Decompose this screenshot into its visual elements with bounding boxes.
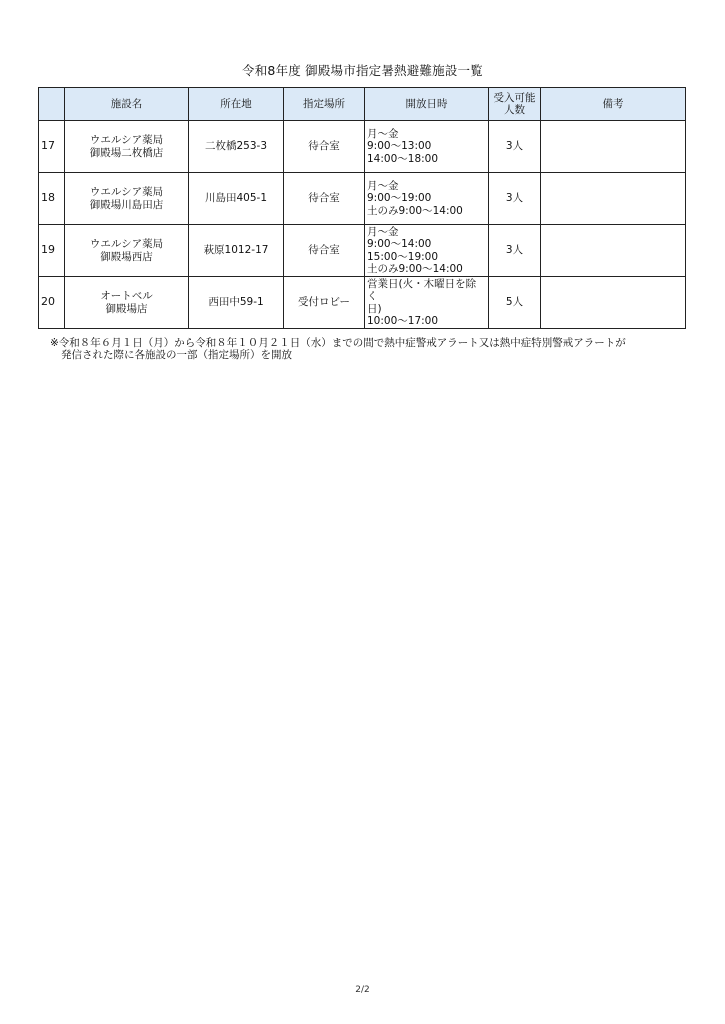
table-row [39, 225, 686, 277]
table-row [39, 121, 686, 173]
footnote-line: 発信された際に各施設の一部（指定場所）を開放 [61, 349, 292, 361]
hours-line: 土のみ9:00～14:00 [367, 262, 463, 275]
capacity: 3人 [489, 121, 541, 173]
facility-name [65, 277, 189, 329]
header-facility-name: 施設名 [65, 88, 189, 121]
hours-line: 月～金 [367, 127, 399, 140]
header-no [39, 88, 65, 121]
facility-name-line: ウエルシア薬局 [89, 186, 164, 199]
opening-hours [365, 277, 489, 329]
facility-location: 萩原1012-17 [189, 225, 284, 277]
notes [541, 173, 686, 225]
notes [541, 225, 686, 277]
row-number: 17 [39, 121, 65, 173]
facility-name [65, 173, 189, 225]
capacity: 5人 [489, 277, 541, 329]
header-designated-place: 指定場所 [284, 88, 365, 121]
opening-hours [365, 173, 489, 225]
opening-hours [365, 121, 489, 173]
facility-name-line: 御殿場川島田店 [89, 198, 164, 211]
row-number: 20 [39, 277, 65, 329]
hours-line: 日) [367, 302, 382, 315]
header-capacity-line: 受入可能 [493, 91, 536, 104]
capacity: 3人 [489, 225, 541, 277]
facility-name-line: ウエルシア薬局 [89, 238, 164, 251]
header-capacity [489, 88, 541, 121]
designated-place: 待合室 [284, 173, 365, 225]
facility-name-line: ウエルシア薬局 [89, 134, 164, 147]
page-number: 2/2 [355, 985, 370, 995]
designated-place: 受付ロビー [284, 277, 365, 329]
facility-location: 川島田405-1 [189, 173, 284, 225]
facility-name-line: 御殿場二枚橋店 [89, 146, 164, 159]
opening-hours [365, 225, 489, 277]
facility-location: 二枚橋253-3 [189, 121, 284, 173]
table-row [39, 277, 686, 329]
hours-line: 9:00～13:00 [367, 140, 432, 153]
row-number: 18 [39, 173, 65, 225]
hours-line: 9:00～19:00 [367, 192, 432, 205]
hours-line: 10:00～17:00 [367, 314, 439, 327]
capacity: 3人 [489, 173, 541, 225]
hours-line: 14:00～18:00 [367, 152, 439, 165]
facility-name-line: 御殿場店 [105, 302, 148, 315]
designated-place: 待合室 [284, 225, 365, 277]
facility-location: 西田中59-1 [189, 277, 284, 329]
header-location: 所在地 [189, 88, 284, 121]
facility-name-line: 御殿場西店 [100, 250, 153, 263]
table-row [39, 173, 686, 225]
designated-place: 待合室 [284, 121, 365, 173]
header-capacity-line: 人数 [504, 104, 525, 116]
hours-line: 月～金 [367, 225, 399, 238]
hours-line: 15:00～19:00 [367, 250, 439, 263]
hours-line: 9:00～14:00 [367, 238, 432, 251]
notes [541, 121, 686, 173]
header-notes: 備考 [541, 88, 686, 121]
footnote-line: ※令和８年６月１日（月）から令和８年１０月２１日（水）までの間で熱中症警戒アラート又は熱中症特別警戒アラートが [50, 337, 626, 349]
header-opening-hours: 開放日時 [365, 88, 489, 121]
hours-line: 営業日(火・木曜日を除く [367, 277, 477, 303]
hours-line: 土のみ9:00～14:00 [367, 204, 463, 217]
table-header-row [39, 88, 686, 121]
facility-name [65, 121, 189, 173]
hours-line: 月～金 [367, 179, 399, 192]
facility-name [65, 225, 189, 277]
notes [541, 277, 686, 329]
facility-table [38, 87, 686, 329]
facility-name-line: オートベル [100, 290, 153, 303]
document-title: 令和8年度 御殿場市指定暑熱避難施設一覧 [242, 63, 483, 78]
footnote [50, 337, 690, 361]
row-number: 19 [39, 225, 65, 277]
